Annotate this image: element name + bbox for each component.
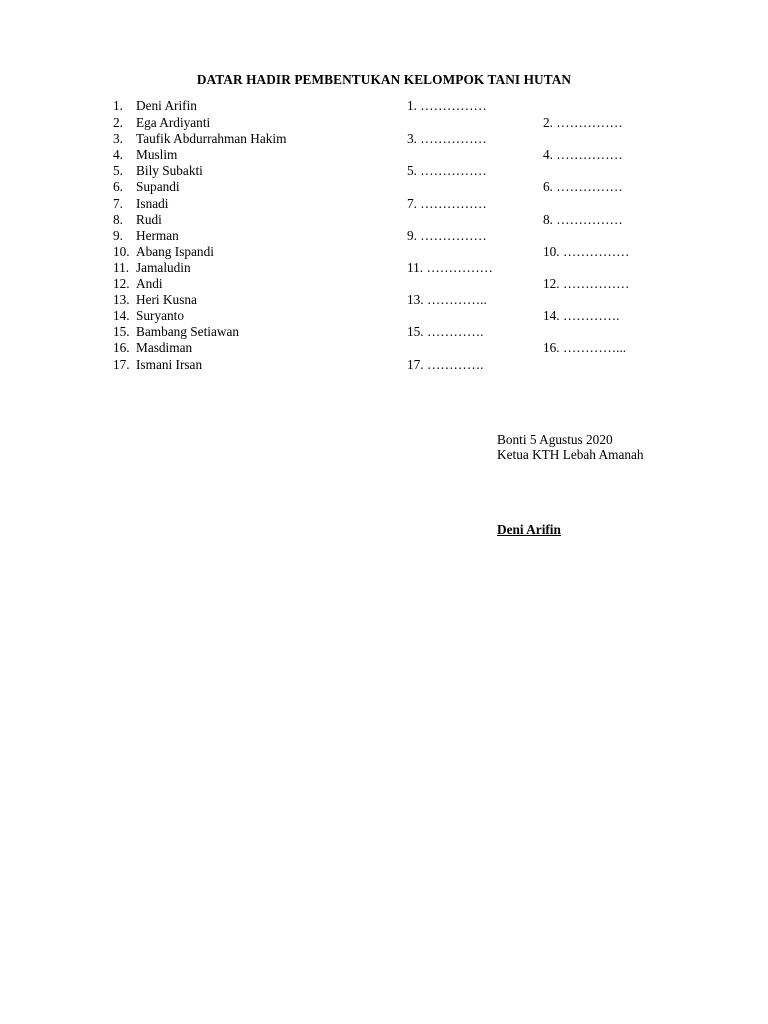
attendee-row	[0, 324, 768, 340]
signature-line: 13. …………..	[407, 292, 487, 307]
attendee-number: 3.	[113, 131, 123, 146]
attendee-name: Supandi	[136, 179, 180, 194]
attendee-row	[0, 357, 768, 373]
attendee-name: Jamaludin	[136, 260, 191, 275]
attendee-row	[0, 131, 768, 147]
signature-line: 15. ………….	[407, 324, 484, 339]
attendee-row	[0, 147, 768, 163]
attendee-row	[0, 340, 768, 356]
attendee-number: 1.	[113, 98, 123, 113]
attendee-number: 4.	[113, 147, 123, 162]
signature-line: 11. ……………	[407, 260, 493, 275]
place-date: Bonti 5 Agustus 2020	[497, 432, 613, 447]
attendee-number: 7.	[113, 196, 123, 211]
attendee-number: 9.	[113, 228, 123, 243]
attendee-row	[0, 308, 768, 324]
attendee-row	[0, 260, 768, 276]
attendee-row	[0, 179, 768, 195]
attendee-number: 17.	[113, 357, 130, 372]
signature-line: 4. ……………	[543, 147, 623, 162]
attendee-name: Bily Subakti	[136, 163, 203, 178]
signature-line: 3. ……………	[407, 131, 487, 146]
signature-line: 17. ………….	[407, 357, 484, 372]
attendee-number: 2.	[113, 115, 123, 130]
attendee-name: Taufik Abdurrahman Hakim	[136, 131, 287, 146]
signer-name: Deni Arifin	[497, 522, 561, 537]
attendee-name: Herman	[136, 228, 179, 243]
attendee-name: Masdiman	[136, 340, 193, 355]
attendee-name: Rudi	[136, 212, 162, 227]
attendee-name: Deni Arifin	[136, 98, 197, 113]
attendee-row	[0, 115, 768, 131]
attendee-number: 5.	[113, 163, 123, 178]
attendee-name: Ega Ardiyanti	[136, 115, 211, 130]
attendee-name: Muslim	[136, 147, 178, 162]
signature-line: 7. ……………	[407, 196, 487, 211]
attendee-row	[0, 98, 768, 114]
attendee-number: 13.	[113, 292, 130, 307]
attendee-number: 15.	[113, 324, 130, 339]
attendee-name: Abang Ispandi	[136, 244, 214, 259]
attendee-row	[0, 163, 768, 179]
attendee-name: Andi	[136, 276, 163, 291]
attendee-name: Bambang Setiawan	[136, 324, 240, 339]
signature-line: 9. ……………	[407, 228, 487, 243]
signature-line: 14. ………….	[543, 308, 620, 323]
attendee-number: 6.	[113, 179, 123, 194]
document-title: DATAR HADIR PEMBENTUKAN KELOMPOK TANI HUTAN	[196, 72, 572, 87]
signature-line: 2. ……………	[543, 115, 623, 130]
signer-role: Ketua KTH Lebah Amanah	[497, 447, 644, 462]
attendee-row	[0, 276, 768, 292]
signature-line: 5. ……………	[407, 163, 487, 178]
attendee-row	[0, 244, 768, 260]
attendee-name: Ismani Irsan	[136, 357, 203, 372]
attendee-number: 12.	[113, 276, 130, 291]
attendee-number: 10.	[113, 244, 130, 259]
attendee-row	[0, 228, 768, 244]
signature-line: 1. ……………	[407, 98, 487, 113]
attendee-number: 8.	[113, 212, 123, 227]
signature-line: 16. …………...	[543, 340, 627, 355]
attendee-number: 16.	[113, 340, 130, 355]
attendee-row	[0, 212, 768, 228]
attendee-name: Isnadi	[136, 196, 169, 211]
attendee-row	[0, 196, 768, 212]
signature-line: 10. ……………	[543, 244, 630, 259]
attendee-name: Suryanto	[136, 308, 185, 323]
attendee-row	[0, 292, 768, 308]
signature-line: 8. ……………	[543, 212, 623, 227]
attendee-number: 14.	[113, 308, 130, 323]
signature-line: 12. ……………	[543, 276, 630, 291]
attendee-name: Heri Kusna	[136, 292, 197, 307]
signature-line: 6. ……………	[543, 179, 623, 194]
attendee-number: 11.	[113, 260, 130, 275]
